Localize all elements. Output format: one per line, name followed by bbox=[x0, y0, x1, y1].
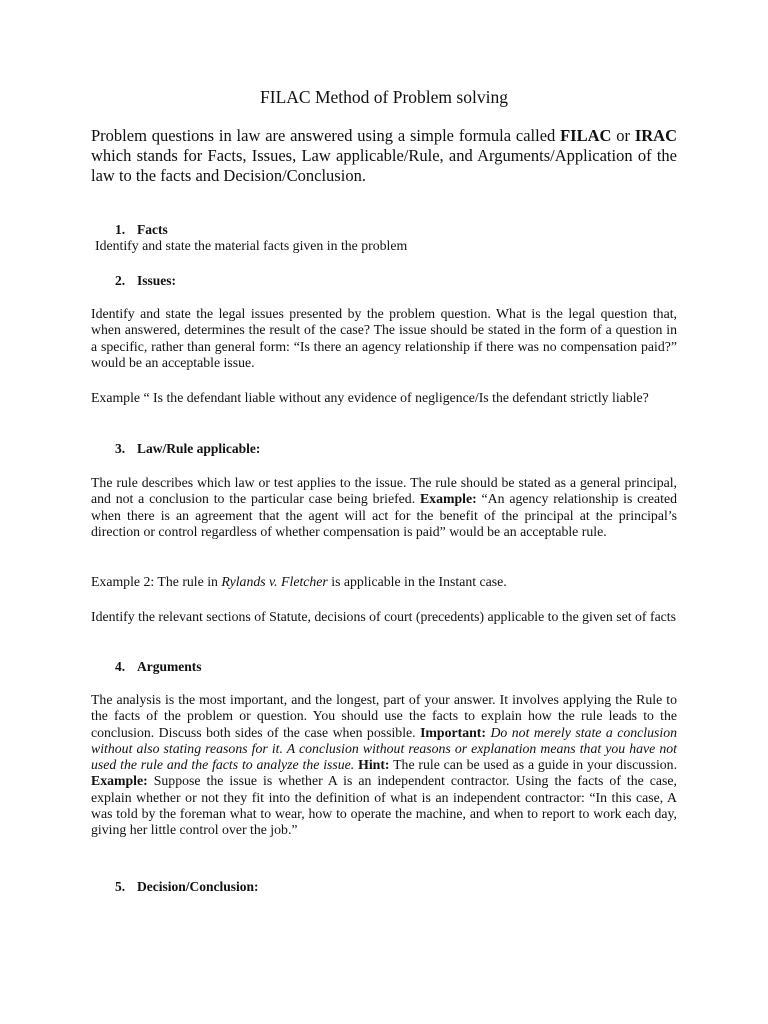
law-text-2: “An agency relationship is created when there is an agreement that the agent will act for the benefit of the principal at the principal’s direction or control regardless of whether compensation is paid” would be an acceptable rule. bbox=[91, 491, 678, 539]
heading-decision bbox=[115, 878, 259, 895]
arguments-paragraph bbox=[91, 692, 677, 839]
law-text-1: The rule describes which law or test applies to the issue. The rule should be stated as a general principal, and not a conclusion to the particular case being briefed. bbox=[91, 475, 677, 507]
issues-paragraph-2: Example “ Is the defendant liable without any evidence of negligence/Is the defendant strictly liable? bbox=[91, 390, 649, 405]
hint-text: The rule can be used as a guide in your discussion. bbox=[389, 757, 678, 773]
heading-decision-label: Decision/Conclusion: bbox=[137, 879, 259, 894]
law-example2-text-2: is applicable in the Instant case. bbox=[327, 574, 507, 589]
issues-paragraph-1: Identify and state the legal issues presented by the problem question. What is the legal question that, when answered, determines the result of the case? The issue should be stated in the form of a question in a specific, rather than general form: “Is there an agency relationship if there was no compensation paid?” would be an acceptable issue. bbox=[91, 306, 677, 370]
heading-decision-number: 5. bbox=[115, 879, 126, 894]
law-example2-text-1: Example 2: The rule in bbox=[91, 574, 222, 589]
example-text: Suppose the issue is whether A is an independent contractor. Using the facts of the case, explain whether or not they fit into the definition of what is an independent contractor: “In this case, A was told by the foreman what to wear, how to operate the machine, and when to report to work each day, giving her little control over the job.” bbox=[91, 773, 677, 838]
heading-facts bbox=[115, 221, 168, 238]
arguments-text-1: The analysis is the most important, and the longest, part of your answer. It involves applying the Rule to the facts of the problem or question. You should use the facts to explain how the rule leads to the conclusion. Discuss both sides of the case when possible. bbox=[91, 692, 677, 740]
law-example-label: Example: bbox=[419, 491, 477, 507]
heading-arguments bbox=[115, 658, 202, 675]
example-label: Example: bbox=[91, 773, 148, 789]
intro-text-1: Problem questions in law are answered using a simple formula called bbox=[91, 126, 561, 145]
filac-term: FILAC bbox=[560, 126, 612, 145]
heading-issues bbox=[115, 272, 176, 289]
law-paragraph-3: Identify the relevant sections of Statute, decisions of court (precedents) applicable to the given set of facts bbox=[91, 609, 677, 624]
heading-law-label: Law/Rule applicable: bbox=[137, 441, 261, 456]
important-text: Do not merely state a conclusion without also stating reasons for it. A conclusion without reasons or explanation means that you have not used the rule and the facts to analyze the issue. bbox=[91, 724, 677, 773]
hint-label: Hint: bbox=[358, 757, 390, 773]
intro-paragraph bbox=[91, 126, 677, 186]
heading-law bbox=[115, 440, 260, 457]
heading-arguments-label: Arguments bbox=[137, 659, 202, 674]
page-title: FILAC Method of Problem solving bbox=[260, 87, 508, 107]
heading-issues-label: Issues: bbox=[137, 273, 177, 288]
heading-arguments-number: 4. bbox=[115, 659, 126, 674]
heading-facts-label: Facts bbox=[137, 222, 168, 237]
case-name: Rylands v. Fletcher bbox=[221, 574, 328, 589]
heading-issues-number: 2. bbox=[115, 273, 126, 288]
heading-law-number: 3. bbox=[115, 441, 126, 456]
law-paragraph-1 bbox=[91, 475, 677, 540]
facts-text: Identify and state the material facts given in the problem bbox=[95, 238, 408, 253]
important-label: Important: bbox=[420, 724, 486, 740]
irac-term: IRAC bbox=[634, 126, 677, 145]
intro-or: or bbox=[611, 126, 635, 145]
intro-text-2: which stands for Facts, Issues, Law applicable/Rule, and Arguments/Application of the law to the facts and Decision/Conclusion. bbox=[91, 146, 677, 185]
law-paragraph-2 bbox=[91, 574, 677, 590]
heading-facts-number: 1. bbox=[115, 222, 126, 237]
